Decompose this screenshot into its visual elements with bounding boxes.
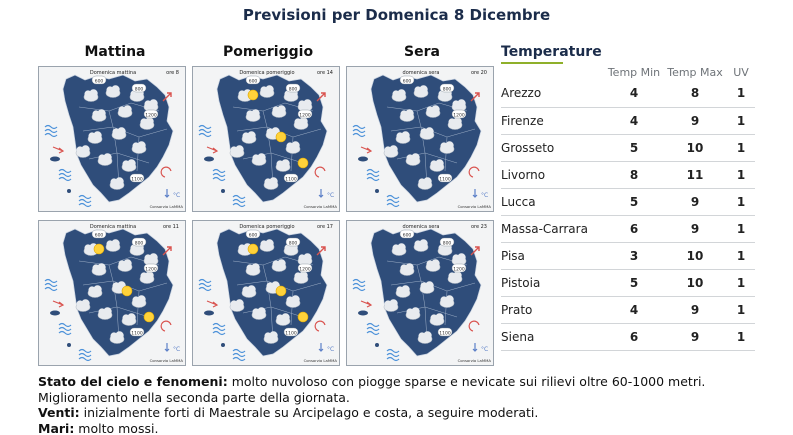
temperature-title: Temperature [501,44,602,60]
map-caption: Domenica mattina [89,70,137,76]
sky-label: Stato del cielo e fenomeni: [38,374,228,389]
temperature-unit: °C [481,192,489,199]
column-header-pomeriggio: Pomeriggio [222,44,314,60]
city-name: Lucca [501,188,605,215]
temp-max: 9 [663,215,727,242]
cloud-icon [426,259,440,271]
column-header-sera: Sera [404,44,440,60]
temperature-table [501,64,755,351]
altitude-label: 1100 [131,331,143,337]
cloud-icon [84,89,98,101]
forecast-map-sera-2[interactable] [346,220,494,366]
temp-min: 8 [605,161,663,188]
cloud-icon [122,159,136,171]
forecast-map-sera-1[interactable] [346,66,494,212]
temp-max: 9 [663,296,727,323]
island-elba [204,311,214,316]
cloud-icon [392,243,406,255]
cloud-icon [246,263,260,275]
sun-icon [298,158,308,168]
table-row [501,296,755,323]
cloud-icon [132,295,146,307]
altitude-label: 1100 [131,177,143,183]
sky-text: molto nuvoloso con piogge sparse e nevicate sui rilievi oltre 60-1000 metri. [227,374,706,389]
cloud-icon [418,177,432,189]
sun-icon [122,286,132,296]
uv-index: 1 [727,242,755,269]
cloud-icon [132,141,146,153]
cloud-icon [122,313,136,325]
cloud-icon [294,117,308,129]
altitude-label: 800 [134,87,144,93]
uv-index: 1 [727,80,755,107]
header-uv: UV [733,65,749,79]
table-row [501,107,755,134]
map-hour: ore 8 [166,70,179,76]
city-name: Arezzo [501,80,605,107]
temperature-unit: °C [173,346,181,353]
map-hour: ore 17 [316,224,333,230]
cloud-icon [76,299,90,311]
map-hour: ore 20 [470,70,487,76]
island-giglio [375,343,379,347]
island-giglio [221,189,225,193]
table-row [501,242,755,269]
cloud-icon [452,99,466,111]
sun-icon [248,90,258,100]
header-temp-min: Temp Min [607,65,661,79]
temperature-table-header [501,64,755,80]
temperature-unit: °C [173,192,181,199]
sky-forecast [38,374,758,390]
temp-max: 8 [663,80,727,107]
cloud-icon [98,153,112,165]
map-hour: ore 23 [470,224,487,230]
cloud-icon [384,299,398,311]
altitude-label: 1200 [453,267,465,273]
sea-text: molto mossi. [74,420,159,435]
forecast-text [38,374,758,435]
cloud-icon [144,253,158,265]
cloud-icon [260,85,274,97]
temp-max: 9 [663,323,727,350]
cloud-icon [88,131,102,143]
cloud-icon [110,177,124,189]
table-row [501,80,755,107]
cloud-icon [140,117,154,129]
cloud-icon [448,117,462,129]
cloud-icon [276,313,290,325]
cloud-icon [440,141,454,153]
island-elba [358,157,368,162]
map-caption: Domenica pomeriggio [239,224,295,230]
altitude-label: 1100 [285,177,297,183]
altitude-label: 1100 [439,177,451,183]
forecast-map-pomeriggio-2[interactable] [192,220,340,366]
forecast-map-mattina-1[interactable] [38,66,186,212]
cloud-icon [264,331,278,343]
sea-forecast [38,421,758,435]
cloud-icon [242,131,256,143]
temperature-unit: °C [327,346,335,353]
cloud-icon [420,281,434,293]
temp-min: 5 [605,134,663,161]
island-elba [50,157,60,162]
temp-min: 5 [605,269,663,296]
cloud-icon [110,331,124,343]
temp-max: 10 [663,269,727,296]
cloud-icon [106,239,120,251]
cloud-icon [92,109,106,121]
map-credit: Consorzio LaMMA [303,358,337,363]
island-giglio [375,189,379,193]
cloud-icon [400,109,414,121]
cloud-icon [298,253,312,265]
temp-min: 5 [605,188,663,215]
altitude-label: 800 [288,241,298,247]
city-name: Firenze [501,107,605,134]
sun-icon [94,244,104,254]
cloud-icon [242,285,256,297]
cloud-icon [140,271,154,283]
cloud-icon [76,145,90,157]
cloud-icon [400,263,414,275]
cloud-icon [92,263,106,275]
map-hour: ore 14 [316,70,333,76]
cloud-icon [452,253,466,265]
cloud-icon [272,105,286,117]
cloud-icon [246,109,260,121]
city-name: Pistoia [501,269,605,296]
cloud-icon [286,141,300,153]
island-giglio [67,343,71,347]
cloud-icon [106,85,120,97]
cloud-icon [392,89,406,101]
cloud-icon [294,271,308,283]
header-city [501,64,605,80]
altitude-label: 1200 [145,267,157,273]
cloud-icon [264,177,278,189]
altitude-label: 600 [402,233,412,239]
cloud-icon [118,105,132,117]
temperature-unit: °C [327,192,335,199]
cloud-icon [88,285,102,297]
map-caption: Domenica pomeriggio [239,70,295,76]
table-row [501,161,755,188]
map-caption: Domenica mattina [89,224,137,230]
map-credit: Consorzio LaMMA [303,204,337,209]
map-credit: Consorzio LaMMA [457,358,491,363]
column-header-mattina: Mattina [84,44,146,60]
island-elba [358,311,368,316]
altitude-label: 800 [442,87,452,93]
cloud-icon [406,153,420,165]
temp-max: 10 [663,242,727,269]
altitude-label: 800 [442,241,452,247]
table-row [501,134,755,161]
temp-min: 4 [605,80,663,107]
uv-index: 1 [727,134,755,161]
cloud-icon [420,127,434,139]
table-row [501,323,755,350]
uv-index: 1 [727,323,755,350]
city-name: Prato [501,296,605,323]
temp-min: 6 [605,323,663,350]
page-title: Previsioni per Domenica 8 Dicembre [242,6,551,24]
island-giglio [221,343,225,347]
altitude-label: 600 [402,79,412,85]
cloud-icon [414,85,428,97]
cloud-icon [230,145,244,157]
sea-label: Mari: [38,420,75,435]
forecast-map-mattina-2[interactable] [38,220,186,366]
map-credit: Consorzio LaMMA [457,204,491,209]
altitude-label: 600 [94,79,104,85]
cloud-icon [418,331,432,343]
temp-max: 11 [663,161,727,188]
sun-icon [276,286,286,296]
altitude-label: 600 [94,233,104,239]
temp-min: 4 [605,107,663,134]
island-elba [50,311,60,316]
sun-icon [248,244,258,254]
cloud-icon [98,307,112,319]
sun-icon [276,132,286,142]
cloud-icon [276,159,290,171]
altitude-label: 600 [248,79,258,85]
header-temp-max: Temp Max [667,65,723,79]
map-caption: domenica sera [402,224,440,230]
cloud-icon [384,145,398,157]
cloud-icon [414,239,428,251]
cloud-icon [396,131,410,143]
cloud-icon [298,99,312,111]
temp-min: 3 [605,242,663,269]
city-name: Livorno [501,161,605,188]
cloud-icon [440,295,454,307]
sky-forecast-continued: Miglioramento nella seconda parte della giornata. [38,389,350,405]
cloud-icon [396,285,410,297]
map-hour: ore 11 [162,224,179,230]
altitude-label: 1200 [453,113,465,119]
cloud-icon [272,259,286,271]
city-name: Massa-Carrara [501,215,605,242]
wind-forecast [38,405,758,421]
altitude-label: 1200 [299,267,311,273]
altitude-label: 1100 [285,331,297,337]
cloud-icon [144,99,158,111]
cloud-icon [426,105,440,117]
map-caption: domenica sera [402,70,440,76]
wind-text: inizialmente forti di Maestrale su Arcipelago e costa, a seguire moderati. [79,405,539,420]
uv-index: 1 [727,188,755,215]
island-elba [204,157,214,162]
city-name: Grosseto [501,134,605,161]
uv-index: 1 [727,161,755,188]
map-credit: Consorzio LaMMA [149,204,183,209]
cloud-icon [112,127,126,139]
island-giglio [67,189,71,193]
cloud-icon [252,153,266,165]
sun-icon [298,312,308,322]
forecast-map-pomeriggio-1[interactable] [192,66,340,212]
cloud-icon [260,239,274,251]
cloud-icon [286,295,300,307]
city-name: Pisa [501,242,605,269]
cloud-icon [118,259,132,271]
altitude-label: 1200 [145,113,157,119]
altitude-label: 600 [248,233,258,239]
temp-max: 10 [663,134,727,161]
cloud-icon [230,299,244,311]
altitude-label: 800 [288,87,298,93]
sun-icon [144,312,154,322]
altitude-label: 1200 [299,113,311,119]
cloud-icon [252,307,266,319]
altitude-label: 1100 [439,331,451,337]
cloud-icon [448,271,462,283]
uv-index: 1 [727,269,755,296]
table-row [501,188,755,215]
wind-label: Venti: [38,405,80,420]
cloud-icon [430,313,444,325]
table-row [501,215,755,242]
temp-max: 9 [663,107,727,134]
temp-max: 9 [663,188,727,215]
temp-min: 4 [605,296,663,323]
map-credit: Consorzio LaMMA [149,358,183,363]
uv-index: 1 [727,107,755,134]
uv-index: 1 [727,296,755,323]
temp-min: 6 [605,215,663,242]
cloud-icon [406,307,420,319]
city-name: Siena [501,323,605,350]
cloud-icon [430,159,444,171]
altitude-label: 800 [134,241,144,247]
uv-index: 1 [727,215,755,242]
temperature-unit: °C [481,346,489,353]
table-row [501,269,755,296]
